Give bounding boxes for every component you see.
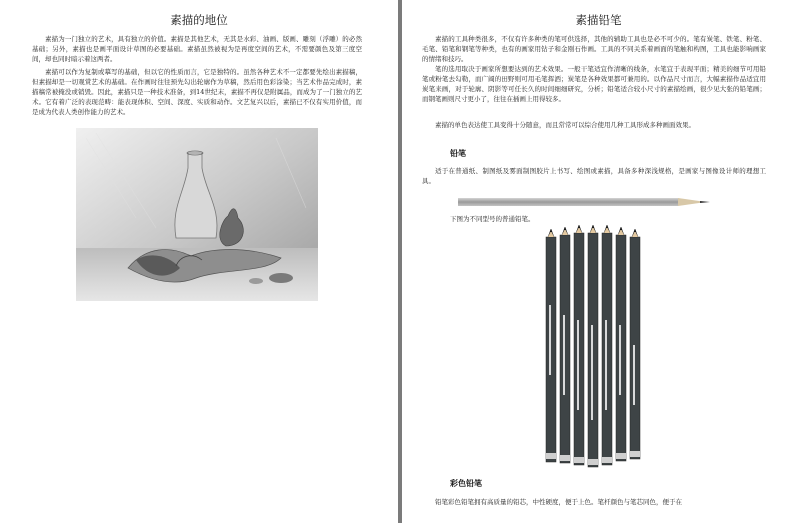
single-pencil-image <box>456 195 716 209</box>
right-paragraph-3: 素描的单色表达使工具变得十分随意，而且常常可以综合使用几种工具形成多种画面效果。 <box>435 121 695 129</box>
pencil-paragraph: 适于在普通纸、制图纸及雾面制图胶片上书写、绘图或素描，具备多种深浅规格，是画家与图像设计师的理想工具。 <box>422 167 766 185</box>
right-page <box>402 0 795 523</box>
pencil-heading: 铅笔 <box>450 148 466 158</box>
color-pencil-heading: 彩色铅笔 <box>450 478 482 488</box>
right-paragraph-2: 笔的选用取决于画家所想要达到的艺术效果。一般干笔适宜作清晰的线条，水笔宜于表现平面；精美的细节可用铅笔或粉笔去勾勒，而广阔的田野则可用毛笔挥洒；炭笔是各种效果都可兼用的。以作品尺寸而言，大幅素描作品适宜用炭笔来画，对于轮廓、阴影等可任长久的时间细细研究，分析；铅笔适合较小尺寸的素描绘画，很少见大张的铅笔画；而钢笔画则尺寸更小了，往往在插画上用得较多。 <box>422 65 766 103</box>
right-page-title: 素描铅笔 <box>575 13 622 27</box>
left-paragraph-2: 素描可以作为复制或摹写的基础，但以它的性质而言，它是独特的。虽然各种艺术不一定都要先绘出素描稿，但素描却是一切观赏艺术的基础。在作画时往往预先勾出轮廓作为草稿，然后用色彩涂染；当艺术作品完成时，素描稿常被掩没或销毁。因此，素描只是一种技术准备，到14世纪末，素描不再仅是附属品，而成为了一门独立的艺术。它有着广泛的表现范畴：能表现体积、空间、深度、实质和动作。文艺复兴以后，素描已不仅有实用价值，而是成为代表人类创作能力的艺术。 <box>32 68 362 116</box>
left-paragraph-1: 素描为一门独立的艺术，具有独立的价值。素描是其他艺术，无其是水彩、油画、版画、雕刻（浮雕）的必然基础；另外，素描也是画平面设计草图的必要基础。素描虽然被视为是再度空间的艺术，不需要颜色及第三度空间，却也同时暗示着这两者。 <box>32 35 362 63</box>
left-page-title: 素描的地位 <box>170 13 228 27</box>
right-paragraph-1: 素描的工具种类很多，不仅有许多种类的笔可供选择，其他的辅助工具也是必不可少的。笔有炭笔、铁笔、粉笔、毛笔、铅笔和钢笔等种类，也有的画家用钻子和金刚石作画。工具的不同关系着画面的笔触和构图，工具也能影响画家的情绪和技巧。 <box>422 35 766 63</box>
pencil-caption: 下图为不同型号的普通铅笔。 <box>450 215 535 223</box>
color-pencil-paragraph: 铅笔彩色铅笔拥有高质量的铅芯，中性硬度，便于上色。笔杆颜色与笔芯同色，便于在 <box>435 498 682 506</box>
still-life-sketch-image <box>76 128 318 301</box>
pencil-set-image <box>542 225 654 470</box>
